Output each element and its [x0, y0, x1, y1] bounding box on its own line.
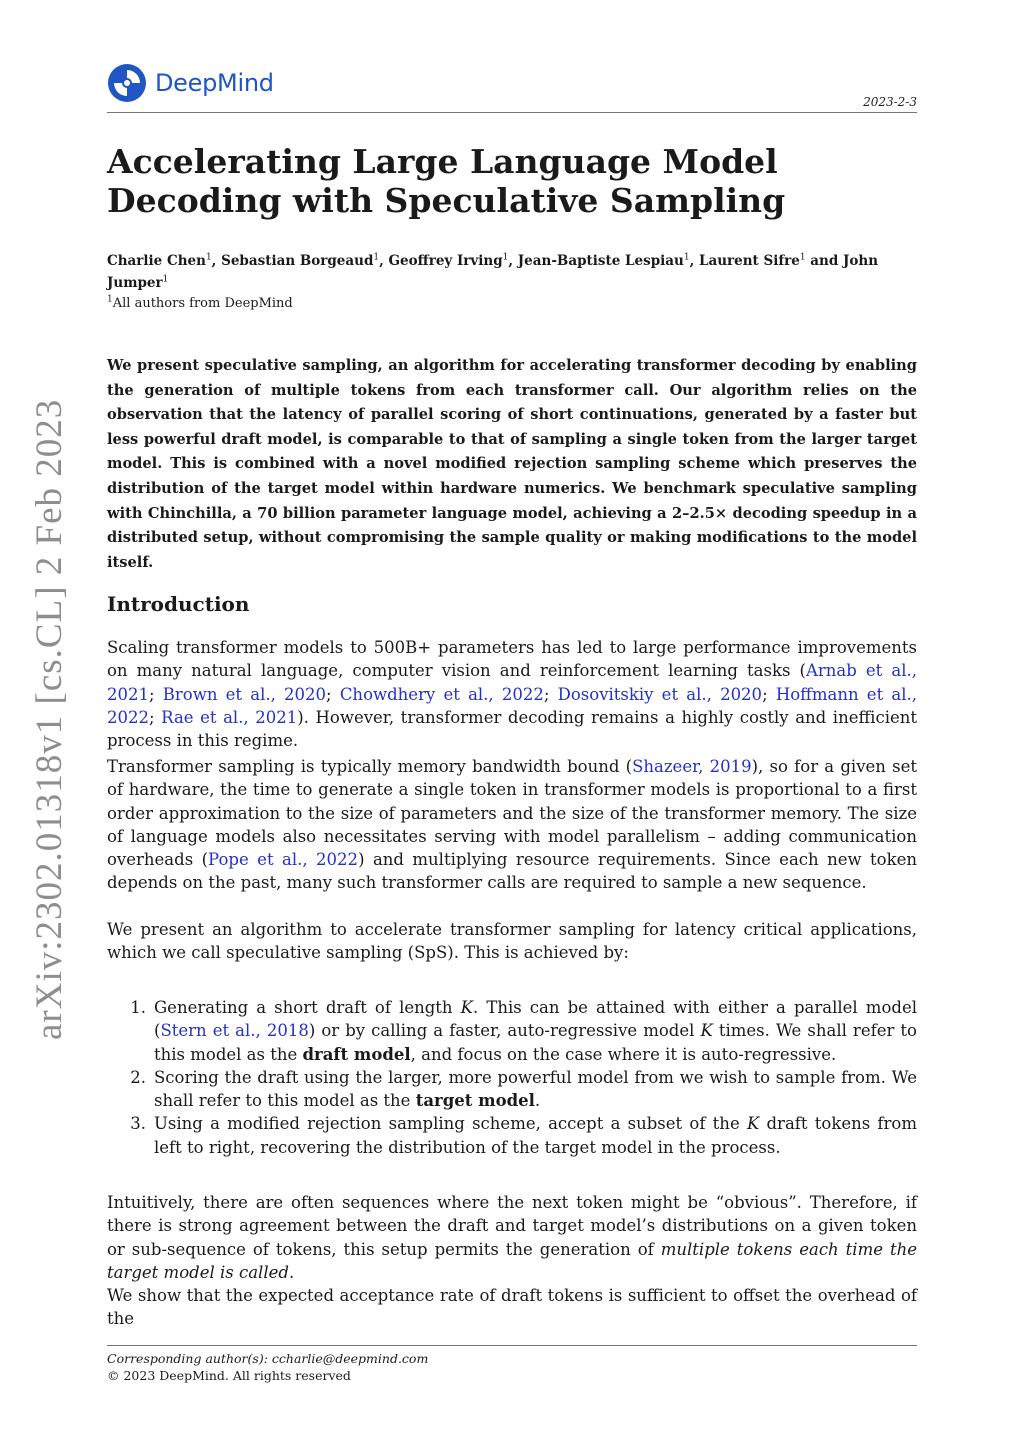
text: ; — [326, 684, 340, 704]
text: ; — [762, 684, 776, 704]
author-sep: , — [379, 253, 389, 269]
author-affil-sup: 1 — [373, 252, 380, 263]
citation-link[interactable]: Dosovitskiy et al., 2020 — [557, 684, 763, 704]
citation-link[interactable]: Chowdhery et al., 2022 — [339, 684, 544, 704]
author-affil-sup: 1 — [162, 274, 169, 285]
paragraph-4 — [107, 1191, 917, 1284]
list-number: 2. — [130, 1067, 146, 1087]
corresponding-author: Corresponding author(s): ccharlie@deepmind.com — [107, 1351, 429, 1366]
citation-link[interactable]: Arnab et al., 2021 — [107, 661, 917, 704]
publication-date: 2023-2-3 — [863, 95, 917, 109]
list-number: 1. — [130, 998, 146, 1017]
author-sep: , — [689, 253, 699, 269]
text: draft tokens from left to right, recovering the distribution of the target model in the process. — [154, 1114, 917, 1157]
text: ; — [543, 684, 558, 704]
emphasis: multiple tokens each time the target model is called — [107, 1239, 918, 1282]
text: , and focus on the case where it is auto-regressive. — [410, 1044, 837, 1064]
author-affil-sup: 1 — [502, 252, 509, 263]
list-item — [107, 1112, 917, 1159]
paragraph-3: We present an algorithm to accelerate transformer sampling for latency critical applications, which we call speculative sampling (SpS). This is achieved by: — [107, 920, 917, 963]
paragraph-2 — [107, 755, 917, 895]
text: ), so for a given set of hardware, the time to generate a single token in transformer models is proportional to a first order approximation to the size of parameters and the size of the transformer memory. The size of language models also necessitates serving with model parallelism – adding communication overheads ( — [107, 757, 917, 870]
deepmind-logo-icon — [107, 63, 147, 103]
text: Intuitively, there are often sequences where the next token might be “obvious”. Therefore, if there is strong agreement between the draft and target model’s distributions on a given token or sub-sequence of tokens, this setup permits the generation of — [107, 1193, 917, 1259]
author-name: Laurent Sifre — [698, 253, 800, 269]
text: Using a modified rejection sampling scheme, accept a subset of the — [154, 1114, 747, 1134]
text: Scaling transformer models to 500B+ parameters has led to large performance improvements on many natural language, computer vision and reinforcement learning tasks ( — [107, 638, 917, 681]
text: . This can be attained with either a parallel model ( — [154, 998, 917, 1041]
math-k: K — [460, 998, 473, 1017]
text: ; — [149, 707, 162, 727]
footer-divider — [107, 1345, 917, 1346]
text: ) and multiplying resource requirements. Since each new token depends on the past, many such transformer calls are required to sample a new sequence. — [107, 850, 917, 893]
paper-title: Accelerating Large Language Model Decoding with Speculative Sampling — [107, 142, 786, 220]
math-k: K — [746, 1114, 760, 1134]
author-name: Sebastian Borgeaud — [221, 253, 374, 269]
author-affil-sup: 1 — [799, 252, 806, 263]
copyright: © 2023 DeepMind. All rights reserved — [107, 1368, 351, 1383]
citation-link[interactable]: Hoffmann et al., 2022 — [107, 684, 917, 727]
author-sep: , — [508, 253, 518, 269]
text: ) or by calling a faster, auto-regressive model — [308, 1021, 701, 1041]
list-number: 3. — [130, 1114, 146, 1134]
text: . — [534, 1091, 541, 1111]
author-name: Geoffrey Irving — [388, 253, 503, 269]
affiliation — [107, 295, 293, 313]
author-list — [107, 250, 907, 294]
bold-term: target model — [415, 1091, 535, 1111]
arxiv-side-label: arXiv:2302.01318v1 [cs.CL] 2 Feb 2023 — [29, 398, 70, 1040]
text: ). However, transformer decoding remains a highly costly and inefficient process in this regime. — [107, 707, 917, 751]
list-item — [107, 1066, 917, 1113]
citation-link[interactable]: Rae et al., 2021 — [161, 707, 298, 727]
list-item — [107, 996, 917, 1066]
citation-link[interactable]: Brown et al., 2020 — [162, 684, 327, 704]
bold-term: draft model — [302, 1044, 411, 1064]
header-divider — [107, 112, 917, 113]
text: Generating a short draft of length — [154, 998, 461, 1017]
logo-text: DeepMind — [155, 69, 274, 97]
math-k: K — [700, 1021, 713, 1041]
author-name: John Jumper — [107, 253, 879, 291]
author-sep: , — [211, 253, 222, 269]
text: Scoring the draft using the larger, more powerful model from we wish to sample from. We shall refer to this model as the — [154, 1067, 917, 1111]
citation-link[interactable]: Stern et al., 2018 — [160, 1021, 309, 1041]
deepmind-logo — [107, 62, 274, 104]
citation-link[interactable]: Pope et al., 2022 — [208, 850, 359, 870]
author-affil-sup: 1 — [205, 252, 212, 263]
citation-link[interactable]: Shazeer, 2019 — [632, 757, 752, 776]
affiliation-text: All authors from DeepMind — [112, 296, 293, 311]
text: . — [288, 1262, 295, 1282]
text: ; — [149, 684, 163, 704]
footer — [107, 1350, 428, 1384]
author-affil-sup: 1 — [683, 252, 690, 263]
section-heading-introduction: Introduction — [107, 592, 250, 616]
author-sep: and — [805, 253, 844, 269]
paragraph-1 — [107, 636, 917, 752]
affiliation-sup: 1 — [107, 294, 113, 305]
author-name: Charlie Chen — [107, 253, 206, 269]
text: Transformer sampling is typically memory bandwidth bound ( — [107, 757, 633, 776]
author-name: Jean-Baptiste Lespiau — [517, 253, 684, 269]
abstract: We present speculative sampling, an algorithm for accelerating transformer decoding by enabling the generation of multiple tokens from each transformer call. Our algorithm relies on the observation that the latency of parallel scoring of short continuations, generated by a faster but less powerful draft model, is comparable to that of sampling a single token from the larger target model. This is combined with a novel modified rejection sampling scheme which preserves the distribution of the target model within hardware numerics. We benchmark speculative sampling with Chinchilla, a 70 billion parameter language model, achieving a 2–2.5× decoding speedup in a distributed setup, without compromising the sample quality or making modifications to the model itself. — [107, 357, 917, 571]
paragraph-5: We show that the expected acceptance rate of draft tokens is sufficient to offset the overhead of the — [107, 1286, 917, 1329]
text: times. We shall refer to this model as the — [154, 1021, 917, 1064]
numbered-list — [107, 996, 917, 1159]
